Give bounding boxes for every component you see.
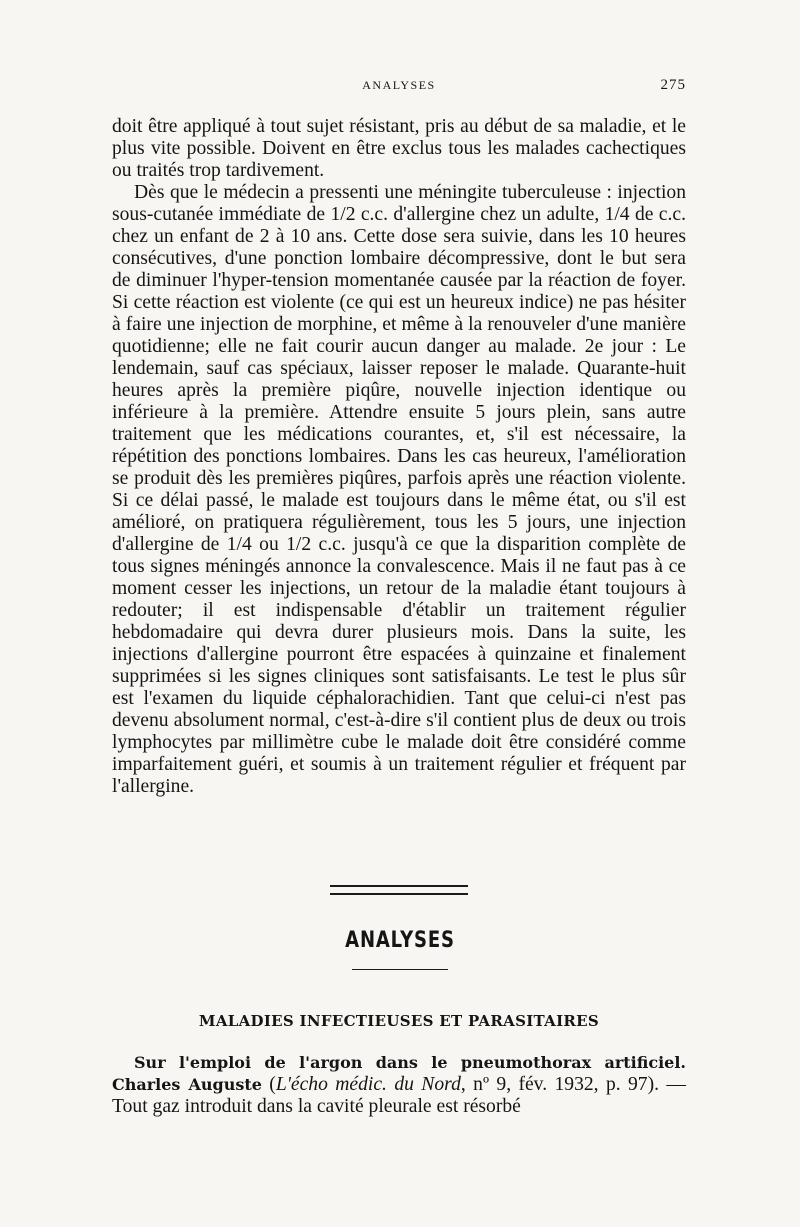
citation-open: ( (261, 1074, 276, 1095)
abstract-author: Charles Auguste (112, 1075, 262, 1094)
abstract-entry (112, 1052, 686, 1118)
body-text (112, 116, 686, 798)
running-head-title: ANALYSES (362, 78, 436, 92)
page-number: 275 (660, 77, 686, 93)
section-title: ANALYSES (345, 928, 455, 953)
single-rule-divider (352, 969, 448, 970)
citation-rest: , nº 9, fév. 1932, p. 97). — Tout gaz introduit dans la cavité pleurale est résorbé (112, 1074, 686, 1117)
subsection-title: MALADIES INFECTIEUSES ET PARASITAIRES (198, 1012, 600, 1030)
paragraph-1: doit être appliqué à tout sujet résistant, pris au début de sa maladie, et le plus vite possible. Doivent en être exclus tous les malades cachectiques ou traités trop tardivement. (112, 116, 686, 181)
abstract-title: Sur l'emploi de l'argon dans le pneumothorax artificiel. (134, 1053, 686, 1072)
abstract-paragraph (112, 1052, 686, 1118)
journal-name: L'écho médic. du Nord (275, 1074, 461, 1095)
double-rule-divider (330, 885, 468, 895)
paragraph-2: Dès que le médecin a pressenti une méningite tuberculeuse : injection sous-cutanée immédiate de 1/2 c.c. d'allergine chez un adulte, 1/4 de c.c. chez un enfant de 2 à 10 ans. Cette dose sera suivie, dans les 10 heures consécutives, d'une ponction lombaire décompressive, dont le but sera de diminuer l'hyper-tension momentanée causée par la réaction de foyer. Si cette réaction est violente (ce qui est un heureux indice) ne pas hésiter à faire une injection de morphine, et même à la renouveler d'une manière quotidienne; elle ne fait courir aucun danger au malade. 2e jour : Le lendemain, sauf cas spéciaux, laisser reposer le malade. Quarante-huit heures après la première piqûre, nouvelle injection identique ou inférieure à la première. Attendre ensuite 5 jours plein, sans autre traitement que les médications courantes, et, s'il est nécessaire, la répétition des ponctions lombaires. Dans les cas heureux, l'amélioration se produit dès les premières piqûres, parfois après une réaction violente. Si ce délai passé, le malade est toujours dans le même état, ou s'il est amélioré, on pratiquera régulièrement, tous les 5 jours, une injection d'allergine de 1/4 ou 1/2 c.c. jusqu'à ce que la disparition complète de tous signes méningés annonce la convalescence. Mais il ne faut pas à ce moment cesser les injections, un retour de la maladie étant toujours à redouter; il est indispensable d'établir un traitement régulier hebdomadaire qui devra durer plusieurs mois. Dans la suite, les injections d'allergine pourront être espacées à quinzaine et finalement supprimées si les signes cliniques sont satisfaisants. Le test le plus sûr est l'examen du liquide céphalorachidien. Tant que celui-ci n'est pas devenu absolument normal, c'est-à-dire s'il contient plus de deux ou trois lymphocytes par millimètre cube le malade doit être considéré comme imparfaitement guéri, et soumis à un traitement régulier et fréquent par l'allergine. (112, 182, 686, 797)
running-head (112, 78, 686, 98)
